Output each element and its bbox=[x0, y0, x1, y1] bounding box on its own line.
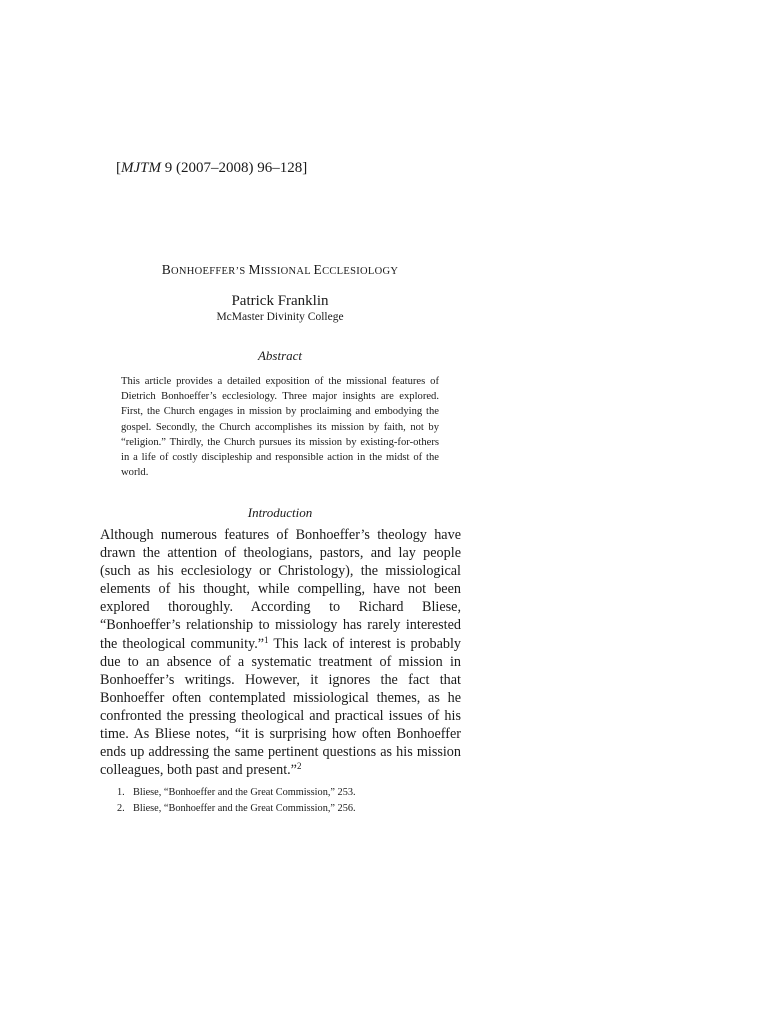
introduction-paragraph bbox=[100, 526, 461, 779]
footnote-text: Bliese, “Bonhoeffer and the Great Commission,” 253. bbox=[133, 787, 356, 798]
footnotes bbox=[117, 785, 457, 816]
footnote-number: 1. bbox=[117, 787, 125, 798]
footnote-ref-2[interactable]: 2 bbox=[296, 761, 302, 772]
title-word1-rest: ONHOEFFER bbox=[171, 266, 236, 277]
abstract-text: This article provides a detailed exposition of the missional features of Dietrich Bonhoeffer’s ecclesiology. Three major insights are explored. First, the Church engages in mission by proclaiming and embodying the gospel. Secondly, the Church accomplishes its mission by faith, not by “religion.” Thirdly, the Church pursues its mission by existing-for-others in a life of costly discipleship and responsible action in the midst of the world. bbox=[121, 376, 439, 479]
journal-abbreviation: MJTM bbox=[121, 160, 161, 176]
title-word1-initial: B bbox=[161, 262, 172, 277]
title-word2-initial: M bbox=[248, 262, 261, 277]
introduction-text-part1: Although numerous features of Bonhoeffer’s theology have drawn the attention of theologians, pastors, and lay people (such as his ecclesiology or Christology), the missiological elements of his thought, while compelling, have not been explored thoroughly. According to Richard Bliese, “Bonhoeffer’s relationship to missiology has rarely interested the theological community.” bbox=[100, 527, 461, 652]
citation-open-bracket: [ bbox=[116, 160, 121, 176]
footnote-ref-1[interactable]: 1 bbox=[264, 634, 269, 645]
citation-details: 9 (2007–2008) 96–128] bbox=[161, 160, 308, 176]
title-word3-initial: E bbox=[313, 262, 323, 277]
footnote-2 bbox=[117, 801, 457, 817]
article-title bbox=[0, 262, 560, 278]
title-word3-rest: CCLESIOLOGY bbox=[322, 266, 399, 277]
author-affiliation: McMaster Divinity College bbox=[216, 311, 344, 323]
footnote-number: 2. bbox=[117, 802, 125, 814]
introduction-text-part2: This lack of interest is probably due to an absence of a systematic treatment of mission in Bonhoeffer’s writings. However, it ignores the fact that Bonhoeffer often contemplated missiological themes, as he confronted the pressing theological and practical issues of his time. As Bliese notes, “it is surprising how often Bonhoeffer ends up addressing the same pertinent questions as his mission colleagues, both past and present.” bbox=[100, 635, 461, 779]
journal-citation bbox=[116, 159, 307, 177]
title-word2-rest: ISSIONAL bbox=[260, 266, 314, 277]
introduction-heading: Introduction bbox=[247, 505, 313, 520]
title-possessive: ’S bbox=[235, 266, 249, 277]
footnote-1 bbox=[117, 785, 457, 801]
author-name: Patrick Franklin bbox=[231, 293, 329, 309]
footnote-text: Bliese, “Bonhoeffer and the Great Commission,” 256. bbox=[133, 802, 356, 814]
abstract-heading: Abstract bbox=[257, 348, 303, 363]
